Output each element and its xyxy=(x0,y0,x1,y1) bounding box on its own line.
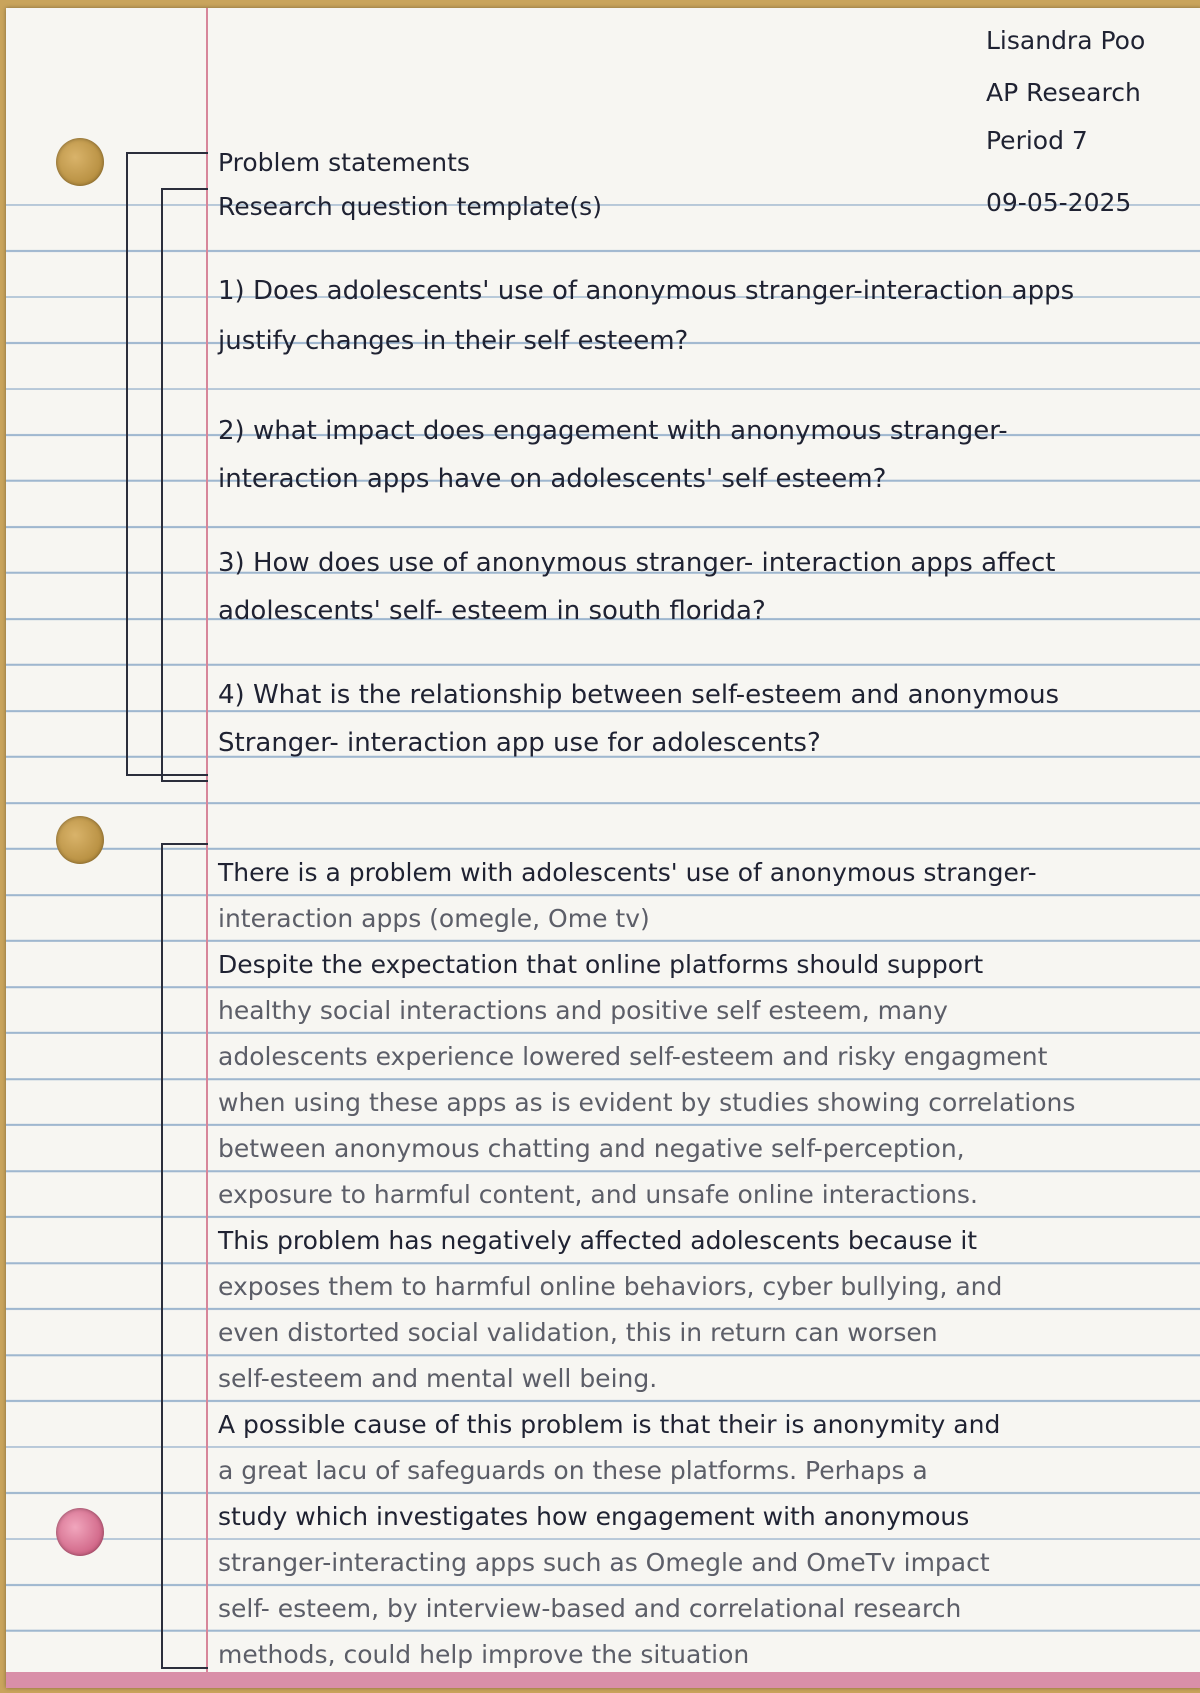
punch-hole-middle xyxy=(56,816,104,864)
class-period: Period 7 xyxy=(986,126,1088,155)
question-1-line-2: justify changes in their self esteem? xyxy=(218,326,689,356)
problem-line: between anonymous chatting and negative self-perception, xyxy=(218,1134,965,1163)
question-3-line-2: adolescents' self- esteem in south florida? xyxy=(218,596,766,626)
problem-statements-title: Problem statements xyxy=(218,148,470,177)
problem-line: Despite the expectation that online platforms should support xyxy=(218,950,984,979)
problem-line: This problem has negatively affected adolescents because it xyxy=(218,1226,978,1255)
question-2-line-1: 2) what impact does engagement with anonymous stranger- xyxy=(218,416,1008,446)
problem-line: adolescents experience lowered self-esteem and risky engagment xyxy=(218,1042,1048,1071)
problem-line: exposes them to harmful online behaviors, cyber bullying, and xyxy=(218,1272,1003,1301)
problem-line: a great lacu of safeguards on these platforms. Perhaps a xyxy=(218,1456,928,1485)
research-question-title: Research question template(s) xyxy=(218,192,602,221)
student-name: Lisandra Poo xyxy=(986,26,1146,55)
question-3-line-1: 3) How does use of anonymous stranger- interaction apps affect xyxy=(218,548,1056,578)
date: 09-05-2025 xyxy=(986,188,1132,217)
problem-line: healthy social interactions and positive self esteem, many xyxy=(218,996,948,1025)
punch-hole-top xyxy=(56,138,104,186)
course-name: AP Research xyxy=(986,78,1141,107)
problem-line: when using these apps as is evident by studies showing correlations xyxy=(218,1088,1076,1117)
problem-line: study which investigates how engagement with anonymous xyxy=(218,1502,970,1531)
question-4-line-1: 4) What is the relationship between self-esteem and anonymous xyxy=(218,680,1060,710)
problem-line: interaction apps (omegle, Ome tv) xyxy=(218,904,650,933)
problem-line: A possible cause of this problem is that their is anonymity and xyxy=(218,1410,1001,1439)
bracket-problem xyxy=(161,843,208,1669)
problem-line: stranger-interacting apps such as Omegle and OmeTv impact xyxy=(218,1548,990,1577)
problem-line: There is a problem with adolescents' use of anonymous stranger- xyxy=(218,858,1037,887)
problem-line: self-esteem and mental well being. xyxy=(218,1364,658,1393)
notebook-page xyxy=(6,8,1200,1688)
problem-line: exposure to harmful content, and unsafe online interactions. xyxy=(218,1180,978,1209)
punch-hole-bottom xyxy=(56,1508,104,1556)
bracket-inner-top xyxy=(161,188,208,782)
problem-line: methods, could help improve the situation xyxy=(218,1640,750,1669)
bottom-edge xyxy=(6,1672,1200,1688)
question-4-line-2: Stranger- interaction app use for adolescents? xyxy=(218,728,821,758)
question-1-line-1: 1) Does adolescents' use of anonymous stranger-interaction apps xyxy=(218,276,1075,306)
problem-line: even distorted social validation, this in return can worsen xyxy=(218,1318,938,1347)
question-2-line-2: interaction apps have on adolescents' self esteem? xyxy=(218,464,887,494)
problem-line: self- esteem, by interview-based and correlational research xyxy=(218,1594,962,1623)
